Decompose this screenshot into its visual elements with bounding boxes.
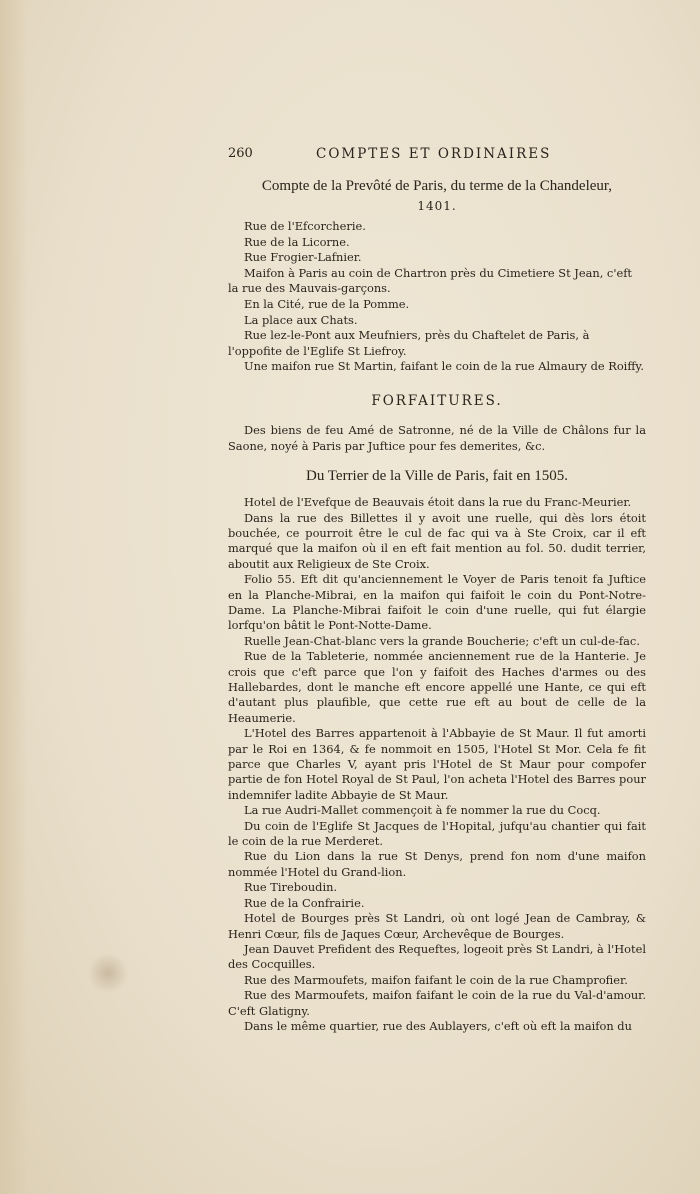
page-body <box>228 178 646 1034</box>
street-list <box>228 219 646 375</box>
section-year: 1401. <box>417 199 457 213</box>
paragraph: Du coin de l'Eglife St Jacques de l'Hopital, jufqu'au chantier qui fait le coin de la rue Merderet. <box>228 818 646 849</box>
paragraph: Rue des Marmoufets, maifon faifant le coin de la rue Champrofier. <box>244 972 628 987</box>
paragraph: Ruelle Jean-Chat-blanc vers la grande Boucherie; c'eft un cul-de-fac. <box>244 633 640 648</box>
section-heading-forfaitures: FORFAITURES. <box>371 392 503 409</box>
paper-stain <box>88 952 128 994</box>
paragraph: Hotel de l'Evefque de Beauvais étoit dans la rue du Franc-Meurier. <box>244 495 632 510</box>
paragraph: Dans le même quartier, rue des Aublayers, c'eft où eft la maifon du <box>244 1018 632 1033</box>
running-title: COMPTES ET ORDINAIRES <box>316 146 552 162</box>
list-item: La place aux Chats. <box>244 312 358 327</box>
list-item: Rue de l'Efcorcherie. <box>244 219 366 233</box>
paragraph: Dans la rue des Billettes il y avoit une ruelle, qui dès lors étoit bouchée, ce pourroit être le cul de fac qui va à Ste Croix, car il eft marqué que la maifon où il en eft fait mention au fol. 50. dudit terrier, aboutit aux Religieux de Ste Croix. <box>228 510 646 571</box>
paragraph: L'Hotel des Barres appartenoit à l'Abbayie de St Maur. Il fut amorti par le Roi en 1364, & fe nommoit en 1505, l'Hotel St Mor. Cela fe fit parce que Charles V, ayant pris l'Hotel de St Maur pour compofer partie de fon Hotel Royal de St Paul, l'on acheta l'Hotel des Barres pour indemnifer ladite Abbayie de St Maur. <box>228 726 646 802</box>
paragraph: Jean Dauvet Prefident des Requeftes, logeoit près St Landri, à l'Hotel des Cocquilles. <box>228 941 646 972</box>
section-title-compte: Compte de la Prevôté de Paris, du terme de la Chandeleur, <box>261 178 613 194</box>
list-item: Une maifon rue St Martin, faifant le coin de la rue Almaury de Roiffy. <box>244 359 644 374</box>
paragraph: Rue de la Tableterie, nommée anciennement rue de la Hanterie. Je crois que c'eft parce que l'on y faifoit des Haches d'armes ou des Hallebardes, dont le manche eft encore appellé une Hante, ce qui eft d'autant plus plaufible, que cette rue eft au bout de celle de la Heaumerie. <box>228 649 646 725</box>
paragraph: Hotel de Bourges près St Landri, où ont logé Jean de Cambray, & Henri Cœur, fils de Jaques Cœur, Archevêque de Bourges. <box>228 911 646 941</box>
terrier-entries <box>228 495 646 1034</box>
forfaiture-paragraph: Des biens de feu Amé de Satronne, né de la Ville de Châlons fur la Saone, noyé à Paris par Juftice pour fes demerites, &c. <box>228 422 646 453</box>
paragraph: Rue des Marmoufets, maifon faifant le coin de la rue du Val-d'amour. C'eft Glatigny. <box>228 988 646 1018</box>
page-number: 260 <box>228 146 253 161</box>
list-item: Rue Frogier-Lafnier. <box>244 250 362 265</box>
paragraph: Rue Tireboudin. <box>244 880 338 895</box>
paragraph: Folio 55. Eft dit qu'anciennement le Voyer de Paris tenoit fa Juftice en la Planche-Mibrai, en la maifon qui faifoit le coin du Pont-Notre-Dame. La Planche-Mibrai faifoit le coin d'une ruelle, qui fut élargie lorfqu'on bâtit le Pont-Notte-Dame. <box>228 572 646 633</box>
paragraph: La rue Audri-Mallet commençoit à fe nommer la rue du Cocq. <box>244 803 601 818</box>
list-item: En la Cité, rue de la Pomme. <box>244 296 410 311</box>
list-item: Rue de la Licorne. <box>244 234 350 249</box>
page-header <box>228 146 648 166</box>
paragraph: Rue de la Confrairie. <box>244 895 365 910</box>
paragraph: Rue du Lion dans la rue St Denys, prend fon nom d'une maifon nommée l'Hotel du Grand-lion. <box>228 849 646 879</box>
section-title-terrier: Du Terrier de la Ville de Paris, fait en 1505. <box>305 468 568 485</box>
list-item: Maifon à Paris au coin de Chartron près du Cimetiere St Jean, c'eft la rue des Mauvais-garçons. <box>228 265 632 296</box>
page-gutter-shadow <box>0 0 28 1194</box>
list-item: Rue lez-le-Pont aux Meufniers, près du Chaftelet de Paris, à l'oppofite de l'Eglife St Liefroy. <box>228 328 590 358</box>
